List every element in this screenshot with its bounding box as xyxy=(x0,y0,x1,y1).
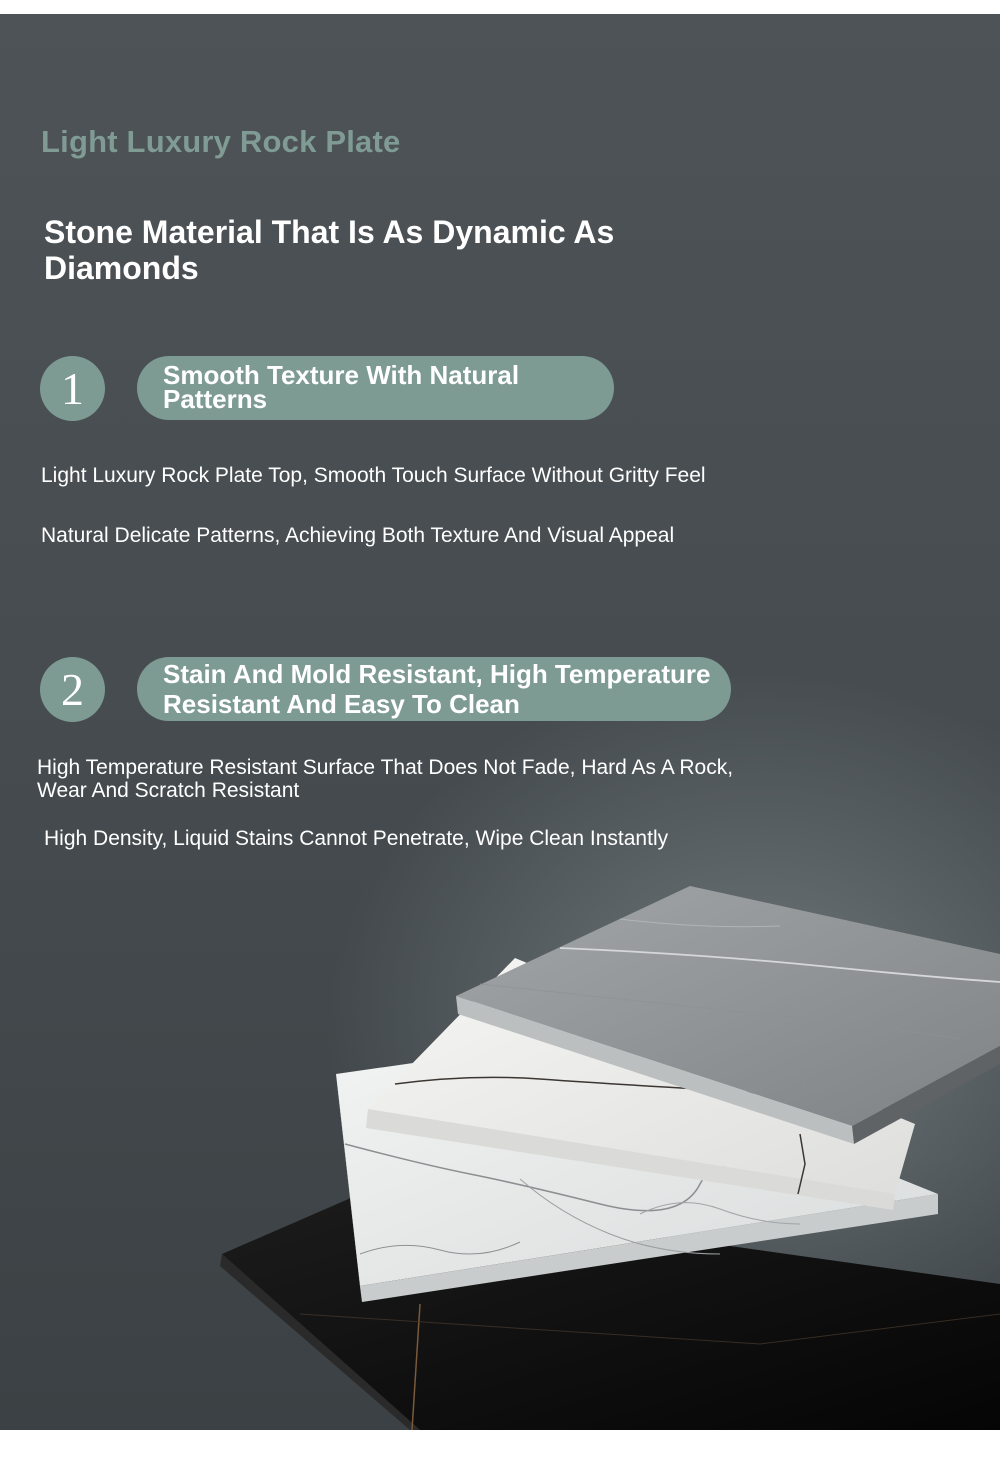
feature-description: Light Luxury Rock Plate Top, Smooth Touch Surface Without Gritty Feel xyxy=(41,464,706,487)
stone-slabs-illustration xyxy=(0,14,1000,1430)
section-kicker: Light Luxury Rock Plate xyxy=(41,124,401,159)
product-feature-panel xyxy=(0,14,1000,1430)
feature-description: High Density, Liquid Stains Cannot Penetrate, Wipe Clean Instantly xyxy=(44,827,669,850)
feature-number-badge: 1 xyxy=(40,356,105,421)
feature-description: High Temperature Resistant Surface That Does Not Fade, Hard As A Rock, Wear And Scratch Resistant xyxy=(37,756,734,802)
feature-description: Natural Delicate Patterns, Achieving Both Texture And Visual Appeal xyxy=(41,524,675,547)
feature-number-badge: 2 xyxy=(40,657,105,722)
feature-title: Smooth Texture With Natural Patterns xyxy=(163,360,520,414)
section-headline: Stone Material That Is As Dynamic As Diamonds xyxy=(44,214,615,286)
feature-title: Stain And Mold Resistant, High Temperature Resistant And Easy To Clean xyxy=(163,659,711,719)
